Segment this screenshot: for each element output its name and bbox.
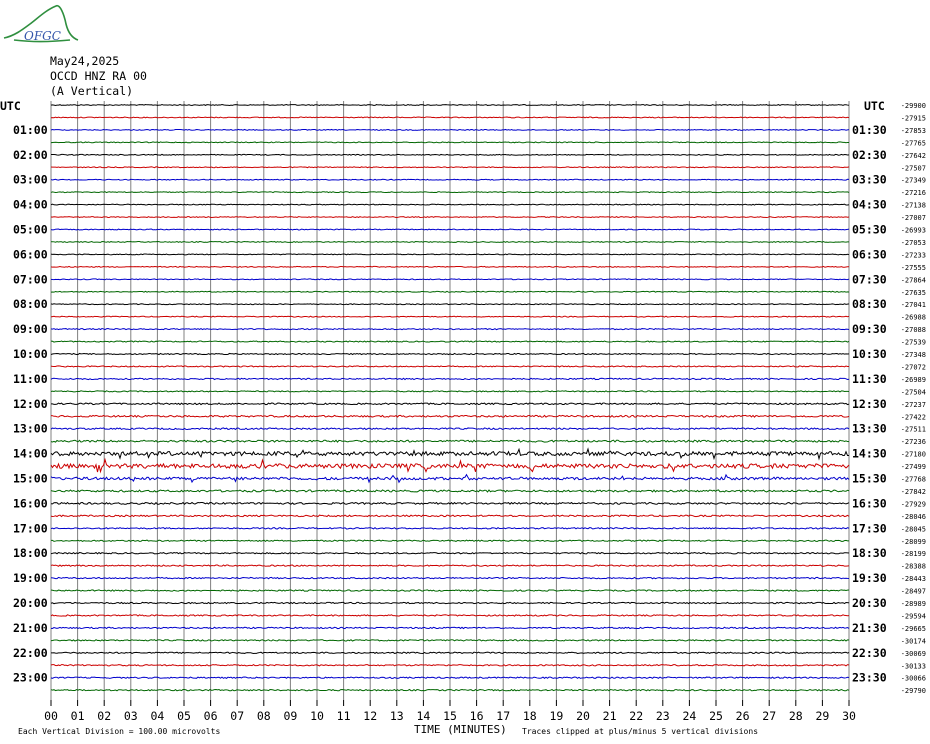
half-hour-label: 18:30 — [852, 546, 887, 561]
half-hour-label: 22:30 — [852, 645, 887, 660]
x-tick-label: 14 — [416, 709, 431, 723]
trace-offset-label: -28199 — [900, 550, 926, 559]
vertical-division-note: Each Vertical Division = 100.00 microvolts — [18, 727, 221, 736]
half-hour-label: 08:30 — [852, 297, 887, 312]
right-timezone-label: UTC — [864, 99, 885, 113]
x-tick-label: 01 — [70, 709, 85, 723]
trace-offset-label: -27216 — [900, 189, 926, 198]
ofgc-logo — [4, 6, 78, 43]
x-tick-label: 05 — [177, 709, 191, 723]
x-tick-label: 08 — [256, 709, 271, 723]
right-half-hour-labels — [852, 123, 887, 685]
trace-offset-label: -27507 — [900, 164, 926, 173]
x-tick-label: 23 — [655, 709, 670, 723]
x-tick-label: 18 — [522, 709, 537, 723]
trace-offset-label: -27348 — [900, 351, 926, 359]
x-tick-label: 30 — [842, 709, 856, 723]
trace-offset-label: -27237 — [900, 400, 926, 409]
left-timezone-label: UTC — [0, 99, 21, 113]
trace-offset-label: -27642 — [900, 151, 926, 160]
hour-label: 14:00 — [13, 446, 48, 461]
half-hour-label: 15:30 — [852, 471, 887, 486]
x-tick-label: 20 — [576, 709, 590, 723]
hour-label: 13:00 — [13, 421, 48, 436]
half-hour-label: 16:30 — [852, 496, 887, 511]
hour-label: 16:00 — [13, 496, 48, 511]
hour-label: 23:00 — [13, 670, 48, 685]
half-hour-label: 23:30 — [852, 670, 887, 685]
hour-label: 11:00 — [13, 371, 48, 386]
trace-offset-label: -27180 — [900, 450, 926, 459]
trace-offset-label: -27053 — [900, 238, 926, 247]
x-tick-label: 29 — [815, 709, 830, 723]
trace-offset-label: -30133 — [900, 662, 926, 671]
x-tick-label: 27 — [762, 709, 777, 723]
trace-offset-label: -27233 — [900, 251, 926, 260]
hour-label: 19:00 — [13, 571, 48, 586]
x-tick-label: 10 — [310, 709, 324, 723]
trace-offset-label: -29594 — [900, 612, 926, 621]
hour-label: 05:00 — [13, 222, 48, 237]
x-tick-label: 24 — [682, 709, 697, 723]
trace-offset-label: -27504 — [900, 388, 926, 397]
trace-offset-label: -27499 — [900, 463, 926, 472]
trace-offset-label: -27864 — [900, 276, 926, 285]
x-tick-label: 03 — [123, 709, 138, 723]
trace-offset-label: -27349 — [900, 176, 926, 185]
x-tick-label: 28 — [788, 709, 803, 723]
trace-offset-label: -27041 — [900, 301, 926, 310]
hour-label: 18:00 — [13, 546, 48, 561]
trace-offset-label: -27007 — [900, 214, 926, 223]
trace-offset-label: -27539 — [900, 338, 926, 347]
seismic-trace — [51, 167, 849, 168]
trace-offset-labels — [901, 102, 926, 695]
x-axis-title: TIME (MINUTES) — [414, 723, 507, 736]
half-hour-label: 07:30 — [852, 272, 887, 287]
seismic-trace — [51, 105, 849, 106]
trace-offset-label: -26988 — [900, 313, 926, 322]
x-tick-label: 17 — [496, 709, 511, 723]
seismic-trace — [51, 229, 849, 230]
half-hour-label: 19:30 — [852, 571, 887, 586]
trace-offset-label: -27765 — [900, 139, 926, 148]
seismic-trace — [51, 179, 849, 180]
hour-label: 22:00 — [13, 645, 48, 660]
trace-offset-label: -28989 — [900, 600, 926, 608]
hour-label: 01:00 — [13, 122, 48, 137]
hour-label: 09:00 — [13, 322, 48, 337]
half-hour-label: 14:30 — [852, 446, 887, 461]
hour-label: 21:00 — [13, 620, 48, 635]
hour-label: 20:00 — [13, 596, 48, 610]
half-hour-label: 13:30 — [852, 421, 887, 436]
half-hour-label: 11:30 — [852, 371, 887, 386]
hour-label: 06:00 — [13, 247, 48, 262]
x-tick-label: 25 — [709, 709, 723, 723]
trace-offset-label: -27422 — [900, 413, 926, 422]
x-tick-label: 07 — [230, 709, 245, 723]
trace-offset-label: -27072 — [900, 363, 926, 372]
hour-label: 15:00 — [13, 471, 48, 486]
x-tick-label: 04 — [150, 709, 165, 723]
station-label: OCCD HNZ RA 00 — [50, 69, 147, 83]
trace-offset-label: -30066 — [900, 674, 926, 683]
seismic-trace — [51, 192, 849, 193]
trace-offset-label: -27635 — [900, 288, 926, 297]
seismic-trace — [51, 154, 849, 155]
trace-offset-label: -30069 — [900, 649, 926, 658]
trace-offset-label: -27768 — [900, 475, 926, 484]
trace-offset-label: -28388 — [900, 562, 926, 571]
half-hour-label: 02:30 — [852, 147, 887, 162]
seismic-trace — [51, 391, 849, 392]
x-tick-label: 21 — [602, 709, 617, 723]
trace-offset-label: -27555 — [900, 263, 926, 272]
component-label: (A Vertical) — [50, 84, 134, 98]
x-tick-label: 00 — [44, 709, 58, 723]
trace-offset-label: -30174 — [900, 637, 926, 646]
trace-offset-label: -29790 — [900, 687, 926, 696]
half-hour-label: 09:30 — [852, 322, 887, 337]
half-hour-label: 03:30 — [852, 172, 887, 187]
trace-offset-label: -27915 — [900, 114, 926, 123]
half-hour-label: 06:30 — [852, 247, 887, 262]
hour-label: 03:00 — [13, 172, 48, 187]
trace-offset-label: -27929 — [900, 500, 926, 509]
trace-offset-label: -29665 — [900, 624, 926, 633]
hour-label: 17:00 — [13, 521, 48, 536]
trace-offset-label: -28099 — [900, 537, 926, 546]
half-hour-label: 01:30 — [852, 122, 887, 137]
trace-offset-label: -29900 — [900, 102, 926, 110]
hour-label: 07:00 — [13, 272, 48, 287]
half-hour-label: 20:30 — [852, 596, 887, 610]
x-tick-label: 11 — [336, 709, 351, 723]
seismic-trace — [51, 129, 849, 130]
trace-offset-label: -27088 — [900, 326, 926, 335]
half-hour-label: 21:30 — [852, 620, 887, 635]
trace-offset-label: -28045 — [900, 525, 926, 534]
half-hour-label: 10:30 — [852, 347, 887, 361]
hour-label: 04:00 — [13, 197, 48, 212]
x-axis-ticks — [44, 700, 856, 723]
trace-offset-label: -26989 — [900, 375, 926, 384]
trace-offset-label: -27511 — [900, 425, 926, 434]
x-tick-label: 02 — [97, 709, 112, 723]
seismic-trace — [51, 279, 849, 280]
trace-offset-label: -27138 — [900, 201, 926, 210]
seismic-trace — [51, 266, 849, 267]
trace-offset-label: -26993 — [900, 226, 926, 235]
clip-note: Traces clipped at plus/minus 5 vertical divisions — [522, 727, 759, 736]
trace-offset-label: -28497 — [900, 587, 926, 596]
trace-offset-label: -27842 — [900, 487, 926, 496]
x-tick-label: 15 — [443, 709, 457, 723]
trace-offset-label: -28046 — [900, 512, 926, 521]
hour-label: 12:00 — [13, 396, 48, 411]
trace-offset-label: -27853 — [900, 126, 926, 135]
half-hour-label: 04:30 — [852, 197, 887, 212]
time-grid — [51, 101, 849, 700]
seismic-trace — [51, 304, 849, 305]
x-tick-label: 06 — [203, 709, 218, 723]
hour-label: 10:00 — [13, 347, 48, 361]
x-tick-label: 26 — [735, 709, 750, 723]
x-tick-label: 16 — [469, 709, 484, 723]
trace-offset-label: -28443 — [900, 575, 926, 584]
x-tick-label: 12 — [363, 709, 378, 723]
x-tick-label: 13 — [389, 709, 404, 723]
x-tick-label: 09 — [283, 709, 298, 723]
x-tick-label: 19 — [549, 709, 564, 723]
x-tick-label: 22 — [629, 709, 644, 723]
logo-text: OFGC — [24, 29, 61, 43]
half-hour-label: 12:30 — [852, 396, 887, 411]
date-label: May24,2025 — [50, 54, 120, 68]
half-hour-label: 17:30 — [852, 521, 887, 536]
trace-offset-label: -27236 — [900, 438, 926, 447]
hour-label: 08:00 — [13, 297, 48, 312]
half-hour-label: 05:30 — [852, 222, 887, 237]
left-hour-labels — [13, 123, 48, 685]
hour-label: 02:00 — [13, 147, 48, 162]
